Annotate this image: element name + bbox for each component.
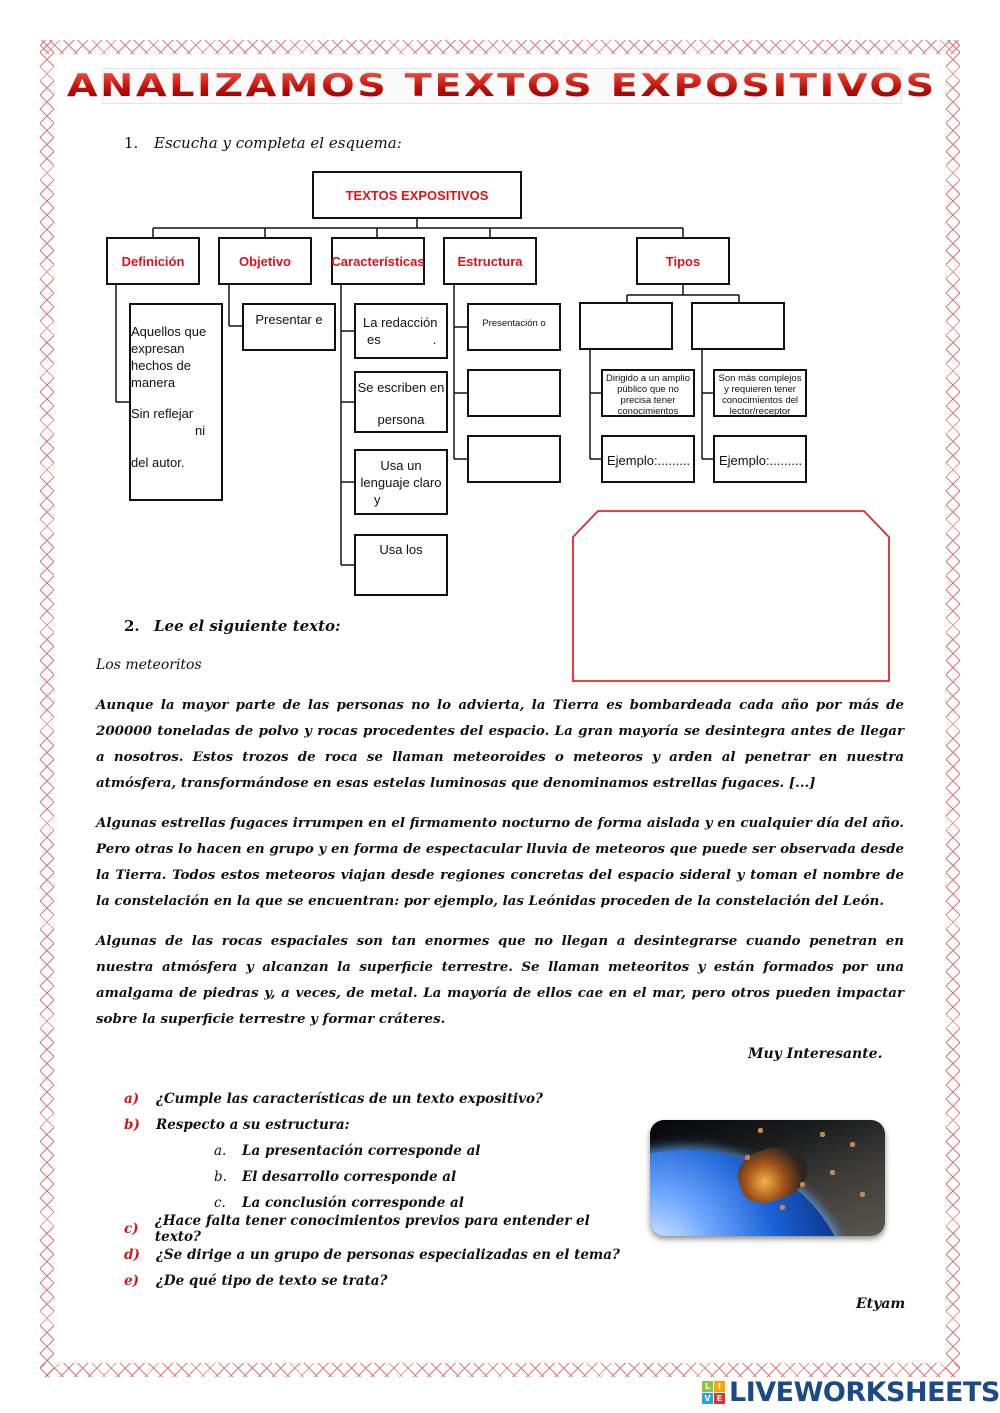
question-e: e) ¿De qué tipo de texto se trata?	[124, 1273, 388, 1289]
question-b: b) Respecto a su estructura:	[124, 1117, 350, 1133]
caracteristica-box-3[interactable]: Usa un lenguaje claro y	[354, 449, 448, 515]
question-a: a) ¿Cumple las características de un texto expositivo?	[124, 1091, 543, 1107]
reading-paragraph-2: Algunas estrellas fugaces irrumpen en el firmamento nocturno de forma aislada y en cualquier día del año. Pero otras lo hacen en grupo y en forma de espectacular lluvia de meteoros que puede ser observada desde la Tierra. Todos estos meteoros viajan desde regiones concretas del espacio sideral y toman el nombre de la constelación en la que se encuentran: por ejemplo, las Leónidas proceden de la constelación del León.	[96, 815, 904, 909]
question-list	[124, 1086, 624, 1294]
meteor-earth-image	[650, 1120, 885, 1236]
estructura-box-1[interactable]: Presentación o	[467, 303, 561, 351]
caracteristica-box-2[interactable]: Se escriben en persona	[354, 371, 448, 433]
logo-tiles-icon: L I V E	[702, 1381, 725, 1404]
tipo-name-box-1[interactable]	[579, 302, 673, 350]
reading-source: Muy Interesante.	[748, 1046, 883, 1062]
page-title: ANALIZAMOS TEXTOS EXPOSITIVOS	[67, 68, 937, 104]
page-border-left	[40, 40, 54, 1377]
question-d: d) ¿Se dirige a un grupo de personas especializadas en el tema?	[124, 1247, 620, 1263]
estructura-box-2[interactable]	[467, 369, 561, 417]
category-caracteristicas: Características	[331, 237, 425, 285]
tipo-description-2: Son más complejos y requieren tener conocimientos del lector/receptor	[713, 369, 807, 417]
reading-paragraph-1: Aunque la mayor parte de las personas no lo advierta, la Tierra es bombardeada cada año por más de 200000 toneladas de polvo y rocas procedentes del espacio. La gran mayoría se desintegra antes de llegar a nosotros. Estos trozos de roca se llaman meteoroides o meteoros y arden al penetrar en nuestra atmósfera, transformándose en esas estelas luminosas que denominamos estrellas fugaces. [...]	[96, 697, 904, 791]
page-border-top	[40, 40, 960, 54]
reading-paragraph-3: Algunas de las rocas espaciales son tan enormes que no llegan a desintegrarse cuando penetran en nuestra atmósfera y alcanzan la superficie terrestre. Se llaman meteoritos y están formados por una amalgama de piedras y, a veces, de metal. La mayoría de ellos cae en el mar, pero otros pueden impactar sobre la superficie terrestre y formar cráteres.	[96, 933, 904, 1027]
reading-title: Los meteoritos	[96, 657, 202, 673]
definicion-answer-box[interactable]: Aquellos que expresan hechos de manera Sin reflejar ni del autor.	[129, 303, 223, 501]
objetivo-answer-box[interactable]: Presentar e	[242, 303, 336, 351]
section-2-heading: 2. Lee el siguiente texto:	[124, 617, 341, 635]
page-border-right	[946, 40, 960, 1377]
tipo-example-box-1[interactable]: Ejemplo:.........	[601, 435, 695, 483]
category-estructura: Estructura	[443, 237, 537, 285]
question-b-c: c. La conclusión corresponde al	[214, 1195, 464, 1211]
question-b-a: a. La presentación corresponde al	[214, 1143, 481, 1159]
answer-drop-area[interactable]	[572, 510, 890, 682]
estructura-box-3[interactable]	[467, 435, 561, 483]
category-objetivo: Objetivo	[218, 237, 312, 285]
caracteristica-box-1[interactable]: La redacción es .	[354, 303, 448, 359]
tipo-name-box-2[interactable]	[691, 302, 785, 350]
title-banner	[67, 68, 937, 104]
root-node: TEXTOS EXPOSITIVOS	[312, 171, 522, 219]
question-b-b: b. El desarrollo corresponde al	[214, 1169, 457, 1185]
section-1-heading: 1. Escucha y completa el esquema:	[124, 134, 402, 152]
category-tipos: Tipos	[636, 237, 730, 285]
author-signature: Etyam	[856, 1296, 906, 1312]
logo-text: LIVEWORKSHEETS	[729, 1377, 1000, 1408]
category-definicion: Definición	[106, 237, 200, 285]
question-c: c) ¿Hace falta tener conocimientos previos para entender el texto?	[124, 1213, 590, 1245]
tipo-example-box-2[interactable]: Ejemplo:.........	[713, 435, 807, 483]
liveworksheets-logo[interactable]	[702, 1377, 1000, 1408]
caracteristica-box-4[interactable]: Usa los	[354, 534, 448, 596]
page-border-bottom	[40, 1363, 960, 1377]
tipo-description-1: Dirigido a un amplio público que no precisa tener conocimientos	[601, 369, 695, 417]
